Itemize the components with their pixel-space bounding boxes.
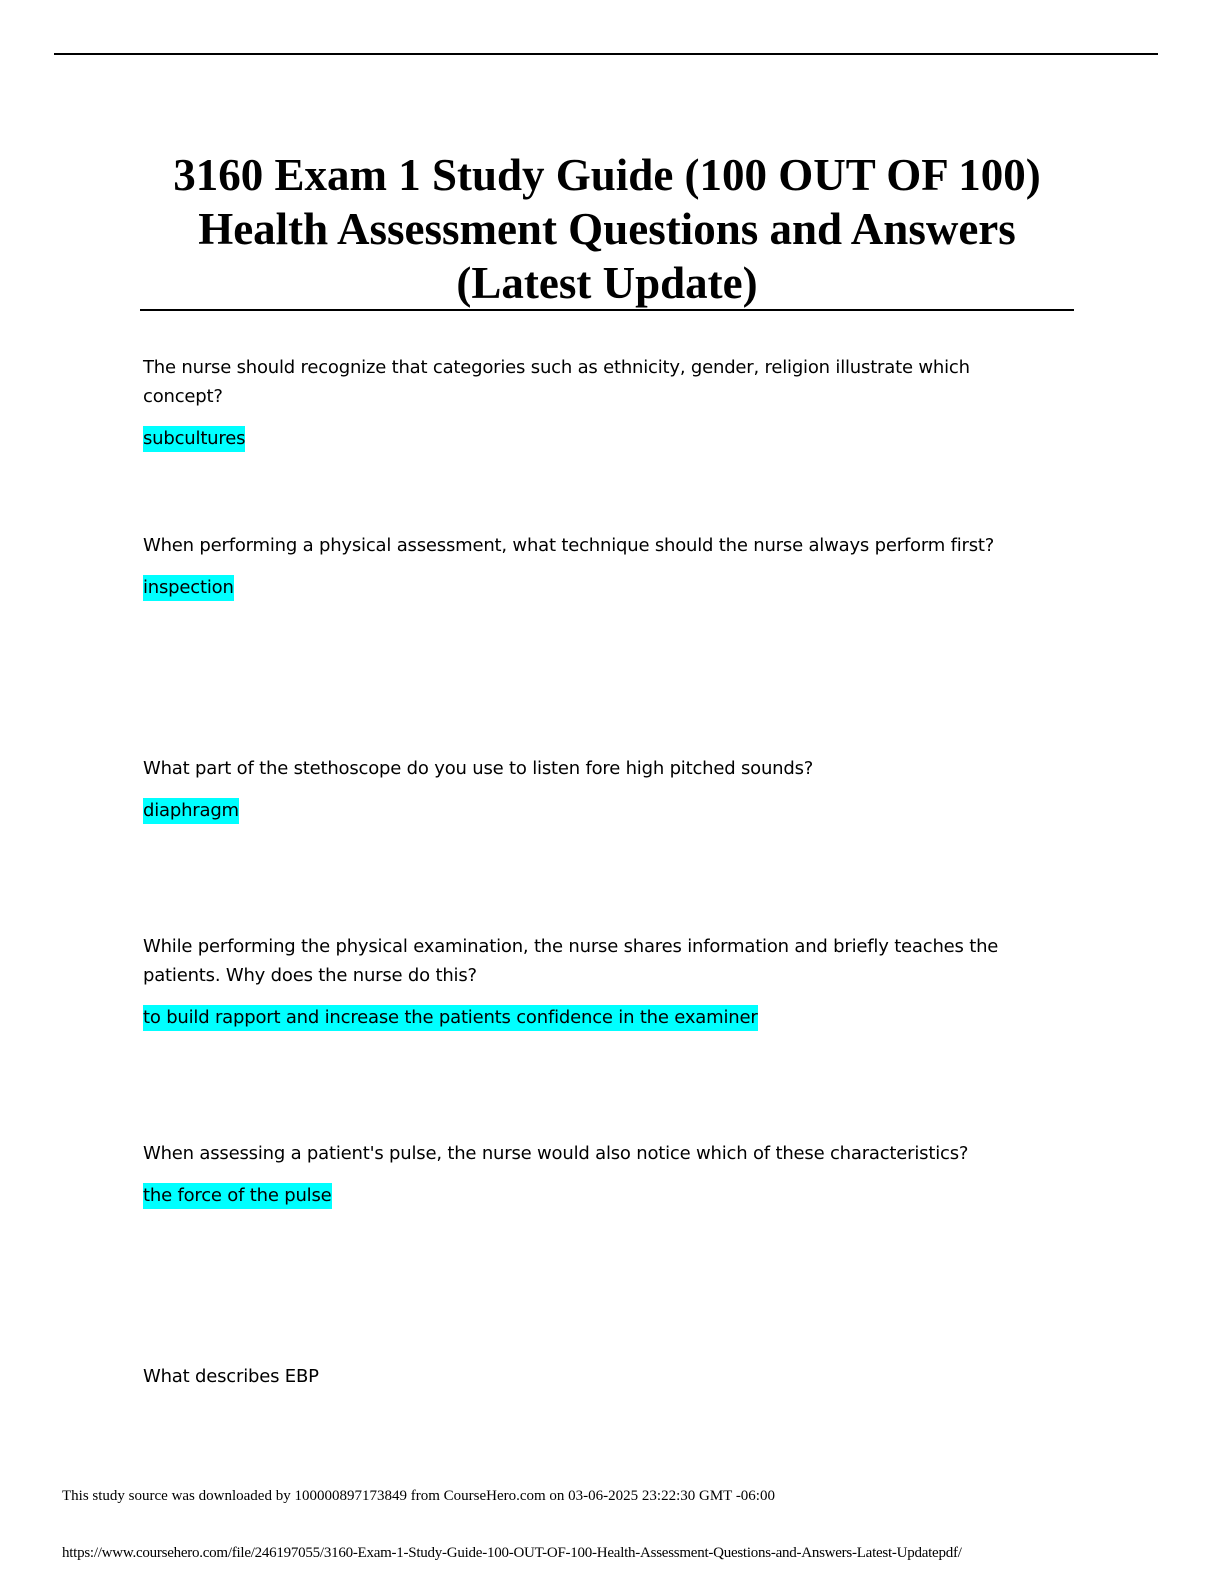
qa-item-5 bbox=[143, 1139, 1023, 1209]
title-line-1: 3160 Exam 1 Study Guide (100 OUT OF 100) bbox=[173, 150, 1041, 200]
title-line-2: Health Assessment Questions and Answers bbox=[198, 204, 1016, 254]
qa-item-1 bbox=[143, 353, 1023, 452]
qa-item-6 bbox=[143, 1362, 1023, 1391]
document-title bbox=[140, 148, 1074, 310]
question-text: What part of the stethoscope do you use to listen fore high pitched sounds? bbox=[143, 758, 814, 779]
question-text: When assessing a patient's pulse, the nurse would also notice which of these characteristics? bbox=[143, 1143, 969, 1164]
header-rule bbox=[54, 53, 1158, 55]
title-line-3: (Latest Update) bbox=[456, 258, 758, 308]
footer-source-notice: This study source was downloaded by 100000897173849 from CourseHero.com on 03-06-2025 23:22:30 GMT -06:00 bbox=[62, 1488, 775, 1504]
footer-source-url[interactable]: https://www.coursehero.com/file/246197055/3160-Exam-1-Study-Guide-100-OUT-OF-100-Health-Assessment-Questions-and-Answers-Latest-Updatepdf/ bbox=[62, 1545, 962, 1561]
question-text: The nurse should recognize that categories such as ethnicity, gender, religion illustrate which concept? bbox=[143, 357, 970, 407]
answer-highlight: to build rapport and increase the patients confidence in the examiner bbox=[143, 1005, 758, 1031]
qa-item-3 bbox=[143, 754, 1023, 824]
question-text: When performing a physical assessment, what technique should the nurse always perform first? bbox=[143, 535, 995, 556]
qa-item-4 bbox=[143, 932, 1023, 1031]
answer-highlight: subcultures bbox=[143, 426, 245, 452]
qa-item-2 bbox=[143, 531, 1023, 601]
answer-highlight: inspection bbox=[143, 575, 234, 601]
title-underline bbox=[140, 309, 1074, 311]
answer-highlight: the force of the pulse bbox=[143, 1183, 332, 1209]
question-text: What describes EBP bbox=[143, 1366, 319, 1387]
question-text: While performing the physical examination, the nurse shares information and briefly teaches the patients. Why does the nurse do this? bbox=[143, 936, 999, 986]
answer-highlight: diaphragm bbox=[143, 798, 239, 824]
